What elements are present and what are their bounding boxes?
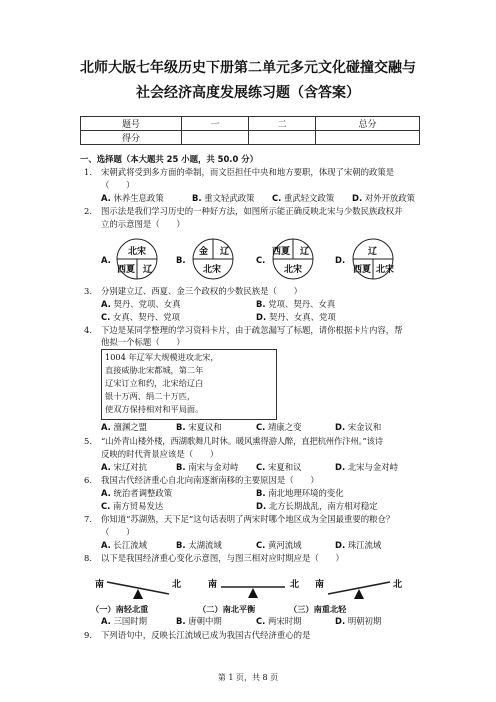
diagram-label: 西夏 <box>117 265 136 275</box>
option-a[interactable]: A. 宋辽对抗 <box>101 462 147 472</box>
scale-label-south: 南 <box>315 580 325 590</box>
table-row <box>81 117 420 131</box>
question-number: 5. <box>84 436 92 446</box>
question-text: 图示法是我们学习历史的一种好方法，如图所示能正确反映北宋与少数民族政权并 <box>101 206 403 216</box>
option-a[interactable]: A. 长江流域 <box>101 540 147 550</box>
scale-diagram-3 <box>326 578 392 600</box>
option-a[interactable]: A. 统治者调整政策 <box>101 488 173 498</box>
scale-label-north: 北 <box>290 580 300 590</box>
option-b[interactable]: B. 宋夏议和 <box>176 422 222 432</box>
option-b[interactable]: B. 太湖流域 <box>176 540 222 550</box>
question-text: （ ） <box>101 527 135 537</box>
page-footer: 第 1 页，共 8 页 <box>217 673 279 682</box>
score-table <box>80 116 420 145</box>
diagram-label: 北宋 <box>128 247 147 257</box>
question-text: 下边是某同学整理的学习资料卡片，由于疏忽漏写了标题，请你根据卡片内容，帮 <box>101 325 403 335</box>
card-line: 辽宋订立和约，北宋给辽白 <box>105 378 204 388</box>
question-number: 8. <box>84 553 92 563</box>
scale-diagram-1 <box>105 578 171 600</box>
option-b[interactable]: B. 南宋与金对峙 <box>176 462 239 472</box>
question-number: 7. <box>84 514 92 524</box>
diagram-label: 辽 <box>220 247 230 257</box>
option-d[interactable]: D. 北宋与金对峙 <box>335 462 399 472</box>
option-b[interactable]: B. 唐朝中期 <box>176 616 222 626</box>
option-a[interactable]: A. 契丹、党项、女真 <box>101 299 181 309</box>
table-row-label: 得分 <box>81 131 182 145</box>
question-number: 2. <box>84 206 92 216</box>
diagram-label: 西夏 <box>272 247 291 257</box>
option-c[interactable]: C. 女真、契丹、党项 <box>101 312 180 322</box>
option-d[interactable]: D. 对外开放政策 <box>352 193 416 203</box>
score-cell[interactable] <box>316 131 420 145</box>
option-d[interactable]: D. 宋金议和 <box>335 422 382 432</box>
document-title-line1: 北师大版七年级历史下册第二单元多元文化碰撞交融与 <box>80 60 416 76</box>
document-title-line2: 社会经济高度发展练习题（含答案） <box>136 85 360 101</box>
scale-caption: （三）南重北轻 <box>289 604 347 614</box>
option-c[interactable]: C. 黄河流域 <box>256 540 302 550</box>
option-d[interactable]: D. <box>335 255 346 265</box>
option-d[interactable]: D. 契丹、女真、党项 <box>256 312 336 322</box>
scale-caption: （二）南北平衡 <box>198 604 256 614</box>
card-line: 使双方保持相对和平局面。 <box>105 404 204 414</box>
diagram-label: 辽 <box>143 265 153 275</box>
card-line: 银十万两、绢二十万匹， <box>105 391 196 401</box>
question-text: （ ） <box>101 180 135 190</box>
option-d[interactable]: D. 北方长期战乱，南方相对稳定 <box>256 501 378 511</box>
score-cell[interactable] <box>249 131 316 145</box>
card-line: 1004 年辽军大规模进攻北宋， <box>105 352 219 362</box>
question-text: 我国古代经济重心自北向南逐渐南移的主要原因是（ ） <box>101 475 319 485</box>
diagram-label: 西夏 <box>353 265 372 275</box>
option-c[interactable]: C. <box>256 255 266 265</box>
option-b[interactable]: B. 党项、契丹、女真 <box>256 299 336 309</box>
question-text: 你知道“苏湖熟，天下足”这句话表明了两宋时哪个地区成为全国最重要的粮仓？ <box>101 514 395 524</box>
option-a[interactable]: A. 澶渊之盟 <box>101 422 147 432</box>
scale-caption: （一）南轻北重 <box>91 604 149 614</box>
question-text: 分别建立辽、西夏、金三个政权的少数民族是（ ） <box>101 286 302 296</box>
diagram-label: 北宋 <box>203 265 222 275</box>
question-text: “山外青山楼外楼，西湖歌舞几时休。暖风熏得游人醉，直把杭州作汴州。”该诗 <box>101 436 383 446</box>
diagram-label: 北宋 <box>284 265 303 275</box>
section-heading: 一、选择题（本大题共 25 小题，共 50.0 分） <box>80 154 258 164</box>
table-header-cell: 一 <box>182 117 249 131</box>
option-a[interactable]: A. 三国时期 <box>101 616 147 626</box>
question-number: 9. <box>84 630 92 640</box>
option-b[interactable]: B. 南北地理环境的变化 <box>256 488 344 498</box>
option-b[interactable]: B. <box>176 255 186 265</box>
scale-label-south: 南 <box>95 580 105 590</box>
option-c[interactable]: C. 两宋时期 <box>256 616 302 626</box>
question-number: 3. <box>84 286 92 296</box>
question-number: 4. <box>84 325 92 335</box>
question-text: 反映的时代背景应该是（ ） <box>101 449 219 459</box>
option-a[interactable]: A. 休养生息政策 <box>101 193 164 203</box>
option-c[interactable]: C. 靖康之变 <box>256 422 302 432</box>
diagram-label: 北宋 <box>376 265 395 275</box>
diagram-label: 辽 <box>368 247 378 257</box>
diagram-label: 辽 <box>300 247 310 257</box>
table-header-cell: 题号 <box>81 117 182 131</box>
question-text: 宋朝武将受到多方面的牵制，而文臣担任中央和地方要职，体现了宋朝的政策是 <box>101 167 395 177</box>
card-line: 直接威胁北宋都城，第二年 <box>105 365 204 375</box>
scale-label-north: 北 <box>393 580 403 590</box>
option-c[interactable]: C. 重武轻文政策 <box>272 193 335 203</box>
option-b[interactable]: B. 重文轻武政策 <box>192 193 255 203</box>
question-number: 6. <box>84 475 92 485</box>
option-a[interactable]: A. <box>101 255 111 265</box>
option-d[interactable]: D. 明朝初期 <box>335 616 382 626</box>
question-text: 下列语句中，反映长江流域已成为我国古代经济重心的是 <box>101 630 311 640</box>
diagram-label: 金 <box>199 247 209 257</box>
question-text: 立的示意图是（ ） <box>101 219 185 229</box>
question-text: 他拟一个标题（ ） <box>101 337 185 347</box>
scale-diagram-2 <box>219 578 287 600</box>
question-text: 以下是我国经济重心变化示意图，与图三相对应时期应是（ ） <box>101 553 344 563</box>
score-cell[interactable] <box>182 131 249 145</box>
table-header-cell: 二 <box>249 117 316 131</box>
option-d[interactable]: D. 珠江流域 <box>335 540 382 550</box>
option-c[interactable]: C. 南方贸易发达 <box>101 501 164 511</box>
scale-label-north: 北 <box>172 580 182 590</box>
table-row <box>81 131 420 145</box>
scale-label-south: 南 <box>208 580 218 590</box>
option-c[interactable]: C. 宋夏和议 <box>256 462 302 472</box>
question-number: 1. <box>84 167 92 177</box>
table-header-cell: 总分 <box>316 117 420 131</box>
study-card <box>101 349 277 420</box>
